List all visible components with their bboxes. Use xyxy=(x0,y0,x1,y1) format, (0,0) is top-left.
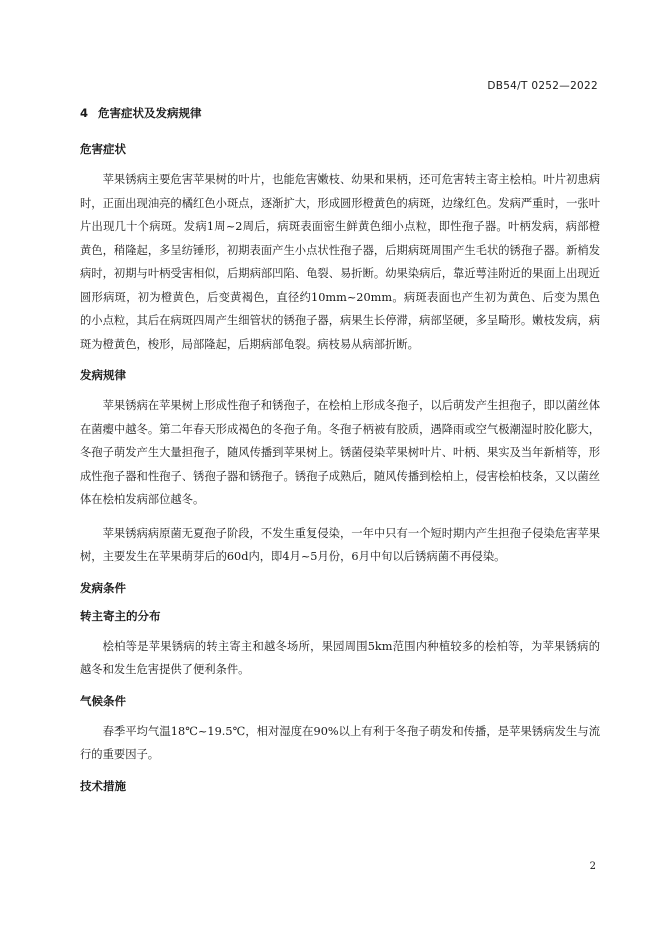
climate-heading: 气候条件 xyxy=(80,693,126,708)
page-content xyxy=(80,104,600,805)
symptoms-heading: 危害症状 xyxy=(80,142,126,156)
document-code: DB54/T 0252—2022 xyxy=(487,80,598,92)
measures-heading: 技术措施 xyxy=(80,778,126,793)
section-heading xyxy=(80,104,600,122)
host-paragraph: 桧柏等是苹果锈病的转主寄主和越冬场所，果园周围5km范围内种植较多的桧柏等，为苹果锈病的越冬和发生危害提供了便利条件。 xyxy=(80,639,600,676)
pattern-paragraph-1: 苹果锈病在苹果树上形成性孢子和锈孢子，在桧柏上形成冬孢子，以后萌发产生担孢子，即以菌丝体在菌瘿中越冬。第二年春天形成褐色的冬孢子角。冬孢子柄被有胶质，遇降雨或空气极潮湿时胶化膨大，冬孢子萌发产生大量担孢子，随风传播到苹果树上。锈菌侵染苹果树叶片、叶柄、果实及当年新梢等，形成性孢子器和性孢子、锈孢子器和锈孢子。锈孢子成熟后，随风传播到桧柏上，侵害桧柏枝条，又以菌丝体在桧柏发病部位越冬。 xyxy=(80,399,600,506)
pattern-heading: 发病规律 xyxy=(80,368,126,382)
section-title: 危害症状及发病规律 xyxy=(98,106,202,120)
conditions-heading: 发病条件 xyxy=(80,580,126,595)
pattern-paragraph-2: 苹果锈病病原菌无夏孢子阶段，不发生重复侵染，一年中只有一个短时期内产生担孢子侵染危害苹果树，主要发生在苹果萌芽后的60d内，即4月~5月份，6月中旬以后锈病菌不再侵染。 xyxy=(80,526,600,563)
page-number: 2 xyxy=(589,861,596,872)
symptoms-paragraph: 苹果锈病主要危害苹果树的叶片，也能危害嫩枝、幼果和果柄，还可危害转主寄主桧柏。叶片初患病时，正面出现油亮的橘红色小斑点，逐渐扩大，形成圆形橙黄色的病斑，边缘红色。发病严重时，一张叶片出现几十个病斑。发病1周~2周后，病斑表面密生鲜黄色细小点粒，即性孢子器。叶柄发病，病部橙黄色，稍隆起，多呈纺锤形，初期表面产生小点状性孢子器，后期病斑周围产生毛状的锈孢子器。新梢发病时，初期与叶柄受害相似，后期病部凹陷、龟裂、易折断。幼果染病后，靠近萼洼附近的果面上出现近圆形病斑，初为橙黄色，后变黄褐色，直径约10mm~20mm。病斑表面也产生初为黄色、后变为黑色的小点粒，其后在病斑四周产生细管状的锈孢子器，病果生长停滞，病部坚硬，多呈畸形。嫩枝发病，病斑为橙黄色，梭形，局部隆起，后期病部龟裂。病枝易从病部折断。 xyxy=(80,173,600,351)
host-heading: 转主寄主的分布 xyxy=(80,608,161,623)
section-number: 4 xyxy=(80,106,89,120)
climate-paragraph: 春季平均气温18℃~19.5℃，相对湿度在90%以上有利于冬孢子萌发和传播，是苹果锈病发生与流行的重要因子。 xyxy=(80,724,600,761)
